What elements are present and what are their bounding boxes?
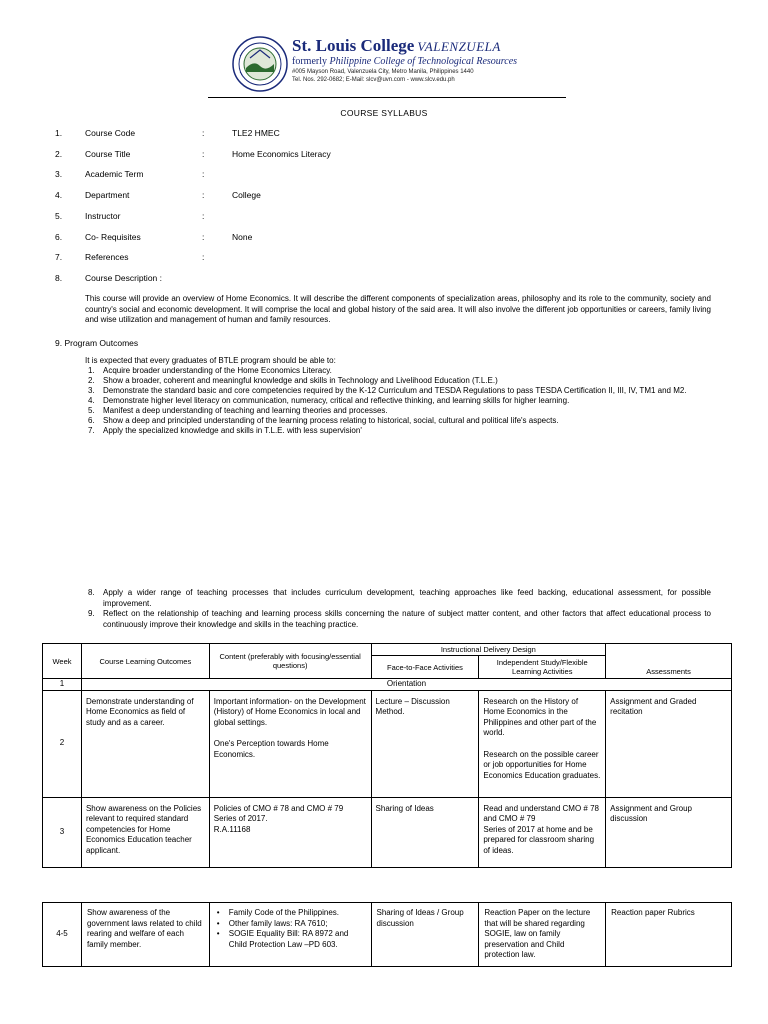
info-colon: : [202,169,205,179]
table-header-row [43,644,732,656]
cell-learning-outcome: Show awareness of the government laws related to child rearing and welfare of each family member. [81,903,209,967]
header-delivery-design: Instructional Delivery Design [371,644,606,656]
cell-independent-study: Research on the History of Home Economics in the Philippines and other part of the world. Research on the possible career or job opportunities for Home Economics Education graduates. [479,690,606,797]
cell-assessment: Reaction paper Rubrics [606,903,732,967]
content-bullet-list [215,908,366,950]
list-item: • Family Code of the Philippines. [225,908,366,919]
table-row [43,690,732,797]
list-item: 8. Apply a wider range of teaching processes that includes curriculum development, teaching approaches like feed backing, educational assessment, for possible improvement. [88,588,711,608]
college-name: St. Louis College VALENZUELA [292,36,501,55]
cell-face-to-face: Sharing of Ideas [371,797,479,867]
table-row-orientation [43,679,732,691]
cell-week: 4-5 [43,903,82,967]
document-title: COURSE SYLLABUS [340,108,428,118]
info-number: 4. [55,190,63,200]
info-colon: : [202,211,205,221]
header-independent-study: Independent Study/Flexible Learning Activities [479,656,606,679]
cell-week: 1 [43,679,82,691]
list-item: 6. Show a deep and principled understanding of the learning process relating to historical, social, cultural and political life's aspects. [88,416,559,425]
college-address: #005 Mayson Road, Valenzuela City, Metro Manila, Philippines 1440 [292,69,474,75]
info-colon: : [202,232,205,242]
info-label: Department [85,190,130,200]
info-value: TLE2 HMEC [232,128,280,138]
info-colon: : [202,252,205,262]
list-item: 7. Apply the specialized knowledge and skills in T.L.E. with less supervision' [88,426,362,435]
college-website: - www.slcv.edu.ph [406,77,455,83]
cell-independent-study: Read and understand CMO # 78 and CMO # 79 Series of 2017 at home and be prepared for classroom sharing of ideas. [479,797,606,867]
header-week: Week [43,644,82,679]
info-label: Co- Requisites [85,232,141,242]
info-colon: : [202,149,205,159]
header-assessments: Assessments [606,644,732,679]
info-label: Instructor [85,211,121,221]
list-item: 1. Acquire broader understanding of the Home Economics Literacy. [88,366,332,375]
program-outcomes-list [85,366,715,436]
list-item: • SOGIE Equality Bill: RA 8972 and Child Protection Law –PD 603. [225,929,366,950]
info-number: 3. [55,169,63,179]
info-number: 8. [55,273,63,283]
cell-content [209,903,371,967]
list-item: 4. Demonstrate higher level literacy on communication, numeracy, critical and reflective thinking, and learning skills for higher learning. [88,396,570,405]
list-item: • Other family laws: RA 7610; [225,919,366,930]
course-description: This course will provide an overview of Home Economics. It will describe the different components of specialization areas, philosophy and its role to the community, society and country's social and economic development. It will comprise the local and global history of the said area. It will also involve the different job opportunities or careers, family living and wise utilization and management of human and family resources. [85,294,711,324]
college-city: VALENZUELA [417,39,501,54]
cell-assessment: Assignment and Graded recitation [606,690,732,797]
list-item: 2. Show a broader, coherent and meaningful knowledge and skills in Technology and Livelihood Education (T.L.E.) [88,376,498,385]
list-item: 9. Reflect on the relationship of teaching and learning process skills concerning the nature of subject matter content, and other factors that affect educational process to continuously improve their knowledge and skills in the teaching practice. [88,609,711,629]
cell-learning-outcome: Show awareness on the Policies relevant to required standard competencies for Home Economics Education teacher applicant. [81,797,209,867]
cell-independent-study: Reaction Paper on the lecture that will be shared regarding SOGIE, law on family preservation and Child protection law. [479,903,606,967]
info-colon: : [202,190,205,200]
header-learning-outcomes: Course Learning Outcomes [81,644,209,679]
info-number: 2. [55,149,63,159]
info-value: College [232,190,261,200]
table-row [43,903,732,967]
info-label: References [85,252,129,262]
info-label: Course Description : [85,273,163,283]
program-outcomes-list-continued [85,588,711,630]
info-value: Home Economics Literacy [232,149,331,159]
info-number: 6. [55,232,63,242]
cell-face-to-face: Lecture – Discussion Method. [371,690,479,797]
info-label: Academic Term [85,169,144,179]
info-number: 1. [55,128,63,138]
table-row [43,797,732,867]
header-content: Content (preferably with focusing/essential questions) [209,644,371,679]
program-outcomes-intro: It is expected that every graduates of BTLE program should be able to: [85,356,336,365]
program-outcomes-heading: 9. Program Outcomes [55,338,139,348]
cell-face-to-face: Sharing of Ideas / Group discussion [371,903,479,967]
former-college-name: Philippine College of Technological Resources [329,56,518,67]
syllabus-table [42,643,732,868]
info-value: None [232,232,253,242]
info-label: Course Code [85,128,136,138]
college-seal-logo [232,36,288,92]
info-number: 7. [55,252,63,262]
former-name-line: formerly Philippine College of Technological Resources [292,56,518,67]
list-item: 3. Demonstrate the standard basic and core competencies required by the K-12 Curriculum and TESDA Regulations to pass TESDA Certification II, III, IV, TM1 and M2. [88,386,687,395]
cell-week: 3 [43,797,82,867]
cell-content: Policies of CMO # 78 and CMO # 79 Series of 2017. R.A.11168 [209,797,371,867]
cell-orientation: Orientation [81,679,731,691]
cell-assessment: Assignment and Group discussion [606,797,732,867]
cell-content: Important information- on the Development (History) of Home Economics in local and global settings. One's Perception towards Home Economics. [209,690,371,797]
cell-week: 2 [43,690,82,797]
info-label: Course Title [85,149,131,159]
header-divider [208,97,566,98]
syllabus-table-continued [42,902,732,967]
info-number: 5. [55,211,63,221]
college-contact: Tel. Nos. 292-0682; E-Mail: slcv@uvn.com - www.slcv.edu.ph [292,77,455,83]
cell-learning-outcome: Demonstrate understanding of Home Economics as field of study and as a career. [81,690,209,797]
info-colon: : [202,128,205,138]
list-item: 5. Manifest a deep understanding of teaching and learning theories and processes. [88,406,388,415]
header-face-to-face: Face-to-Face Activities [371,656,479,679]
